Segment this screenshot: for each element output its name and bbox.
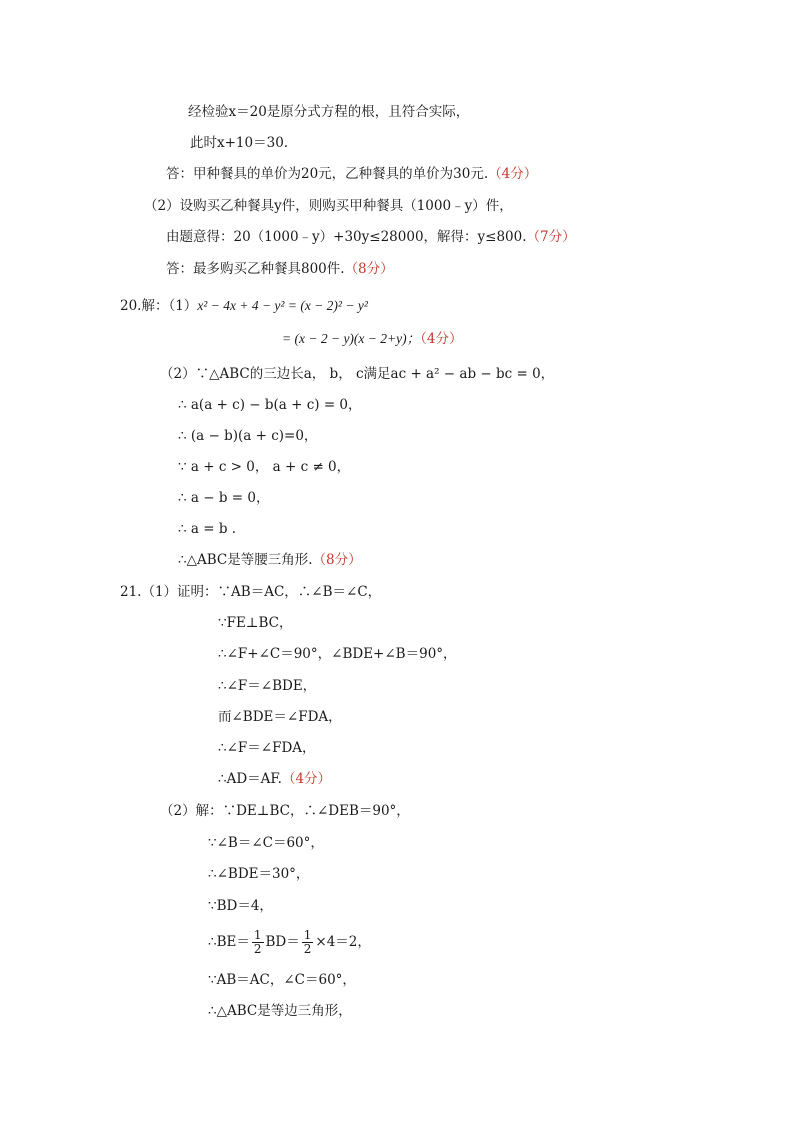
text-line: ∴ a = b . (178, 521, 237, 537)
fraction (252, 929, 264, 956)
text-line: ∵BD＝4， (208, 898, 273, 914)
fraction-denominator: 2 (303, 942, 312, 956)
score-mark: （7分） (526, 229, 576, 245)
equation-part: BD＝ (265, 934, 300, 950)
text-line: ∴ a(a + c) − b(a + c) = 0， (178, 397, 362, 413)
text-line: ∵FE⊥BC， (218, 615, 293, 631)
fraction (302, 929, 314, 956)
score-mark: （8分） (312, 552, 362, 568)
text-line (208, 928, 371, 956)
text-line (282, 330, 462, 348)
equation-part: ∴BE＝ (208, 934, 250, 950)
text-line: 21.（1）证明：∵AB＝AC，∴∠B＝∠C， (120, 584, 382, 600)
text-line: ∵ a + c > 0， a + c ≠ 0， (178, 459, 351, 475)
equation-text: 由题意得：20（1000﹣y）+30y≤28000，解得：y≤800. (166, 229, 527, 245)
answer-text: 答：最多购买乙种餐具800件. (166, 261, 345, 277)
fraction-denominator: 2 (253, 942, 262, 956)
text-line: ∴ a − b = 0， (178, 490, 270, 506)
text-line: ∵∠B＝∠C＝60°， (208, 835, 324, 851)
text-line (218, 770, 331, 788)
text-line: （2）设购买乙种餐具y件，则购买甲种餐具（1000﹣y）件， (144, 198, 513, 214)
fraction-numerator: 1 (303, 928, 312, 942)
score-mark: （4分） (488, 166, 538, 182)
equation-part: ×4＝2， (315, 934, 371, 950)
score-mark: （4分） (420, 331, 463, 347)
conclusion-text: ∴△ABC是等腰三角形. (178, 552, 313, 568)
text-line (166, 260, 394, 278)
text-line: （2）解：∵DE⊥BC，∴∠DEB＝90°， (160, 803, 410, 819)
text-line: 此时x+10＝30. (190, 135, 289, 151)
text-line: （2）∵△ABC的三边长a， b， c满足ac + a² − ab − bc = 0， (160, 366, 555, 382)
text-line: ∴△ABC是等边三角形， (208, 1003, 352, 1019)
text-line (178, 551, 362, 569)
conclusion-text: ∴AD＝AF. (218, 771, 282, 787)
text-line (166, 165, 537, 183)
text-line: ∴ (a − b)(a + c)=0， (178, 428, 318, 444)
text-line: 而∠BDE＝∠FDA， (218, 709, 342, 725)
text-line: ∴∠BDE＝30°， (208, 866, 310, 882)
text-line: ∵AB＝AC，∠C＝60°， (208, 972, 356, 988)
text-line: 经检验x＝20是原分式方程的根，且符合实际， (188, 104, 470, 120)
text-line (166, 228, 576, 246)
score-mark: （4分） (281, 771, 332, 787)
text-line: ∴∠F+∠C＝90°，∠BDE+∠B＝90°， (218, 646, 457, 662)
score-mark: （8分） (344, 261, 394, 277)
math-expression: = (x − 2 − y)(x − 2+y)； (282, 331, 421, 346)
math-expression: x² − 4x + 4 − y² = (x − 2)² − y² (197, 298, 368, 313)
text-line: ∴∠F＝∠BDE， (218, 678, 317, 694)
text-line (120, 297, 368, 315)
fraction-numerator: 1 (253, 928, 262, 942)
answer-text: 答：甲种餐具的单价为20元，乙种餐具的单价为30元. (166, 166, 489, 182)
text-line: ∴∠F＝∠FDA， (218, 740, 316, 756)
problem-number: 20.解：（1） (120, 298, 198, 314)
